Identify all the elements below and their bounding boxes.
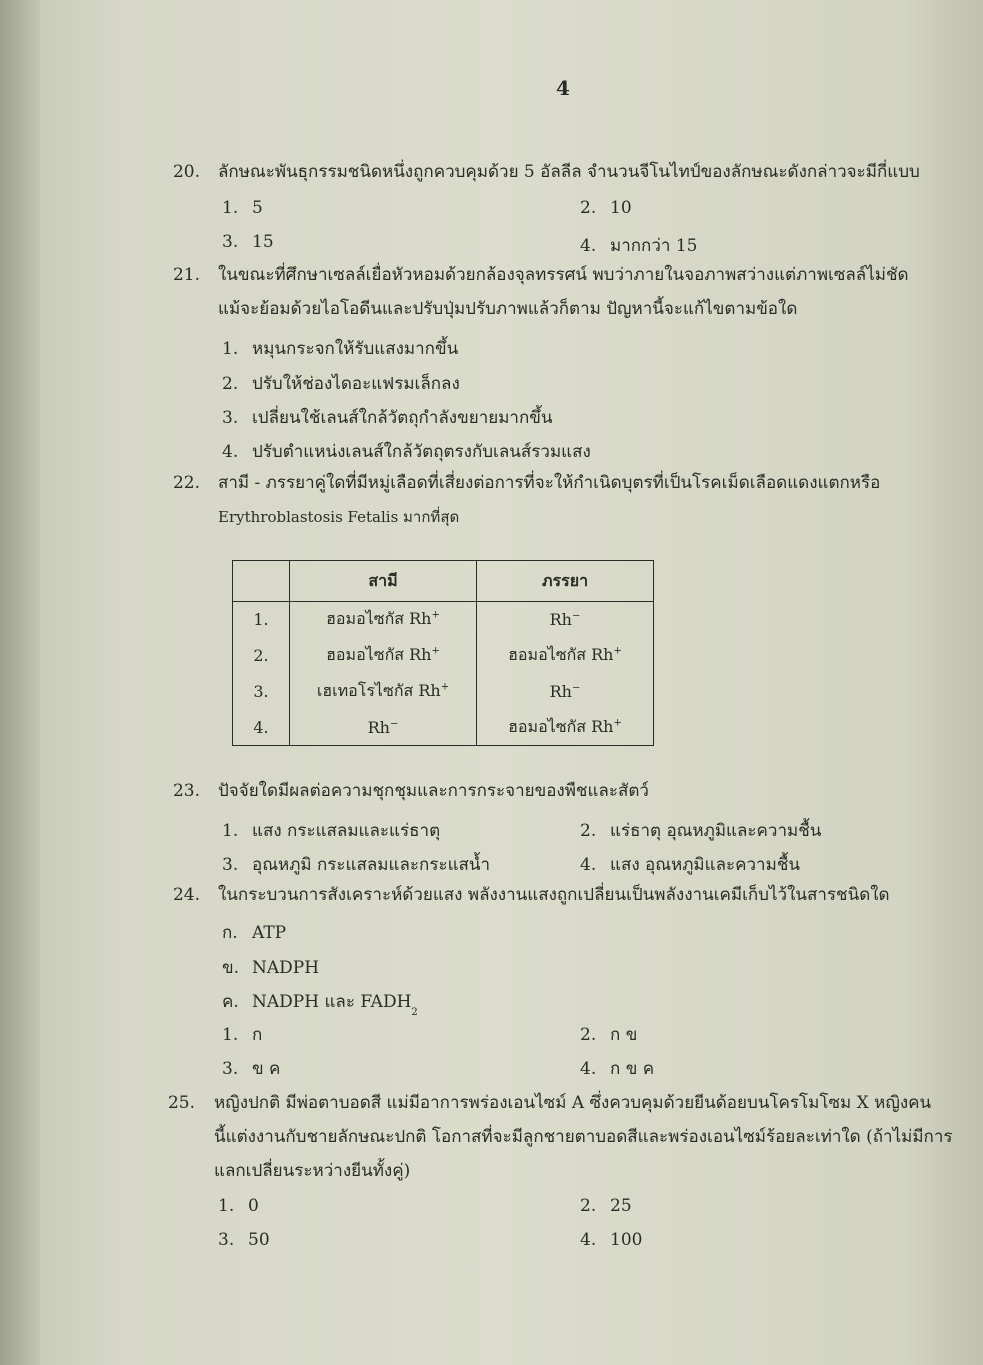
- option: 1. ก: [222, 1025, 263, 1045]
- table-cell-wife: Rh−: [477, 673, 654, 709]
- option: 3. เปลี่ยนใช้เลนส์ใกล้วัตถุกำลังขยายมากขึ้น: [222, 408, 553, 428]
- option: 4. แสง อุณหภูมิและความชื้น: [580, 855, 800, 875]
- question-text-line: สามี - ภรรยาคู่ใดที่มีหมู่เลือดที่เสี่ยงต่อการที่จะให้กำเนิดบุตรที่เป็นโรคเม็ดเลือดแดงแตกหรือ: [218, 473, 881, 493]
- option: 2. 25: [580, 1196, 632, 1216]
- option: 4. ปรับตำแหน่งเลนส์ใกล้วัตถุตรงกับเลนส์รวมแสง: [222, 442, 591, 462]
- option: 1. แสง กระแสลมและแร่ธาตุ: [222, 821, 441, 841]
- table-header-row: [233, 561, 654, 602]
- table-cell-wife: Rh−: [477, 602, 654, 638]
- table-header-cell: [233, 561, 290, 602]
- table-cell-husband: ฮอมอไซกัส Rh+: [290, 602, 477, 638]
- blood-group-table: [232, 560, 654, 746]
- option: 1. หมุนกระจกให้รับแสงมากขึ้น: [222, 339, 459, 359]
- option: 1. 5: [222, 198, 263, 218]
- option: 3. 50: [218, 1230, 270, 1250]
- question-text-line: แม้จะย้อมด้วยไอโอดีนและปรับปุ่มปรับภาพแล้วก็ตาม ปัญหานี้จะแก้ไขตามข้อใด: [218, 299, 798, 319]
- table-header-wife: ภรรยา: [477, 561, 654, 602]
- option: 4. มากกว่า 15: [580, 236, 698, 256]
- option: 2. ปรับให้ช่องไดอะแฟรมเล็กลง: [222, 374, 460, 394]
- table-cell-number: 1.: [233, 602, 290, 638]
- question-text-line: แลกเปลี่ยนระหว่างยีนทั้งคู่): [214, 1161, 411, 1181]
- page-number: 4: [556, 76, 570, 100]
- sub-item: ข. NADPH: [222, 958, 320, 978]
- table-cell-husband: เฮเทอโรไซกัส Rh+: [290, 673, 477, 709]
- table-cell-husband: Rh−: [290, 709, 477, 745]
- table-cell-husband: ฮอมอไซกัส Rh+: [290, 638, 477, 674]
- table-cell-wife: ฮอมอไซกัส Rh+: [477, 709, 654, 745]
- sub-item: ก. ATP: [222, 923, 287, 943]
- question-text-line: หญิงปกติ มีพ่อตาบอดสี แม่มีอาการพร่องเอนไซม์ A ซึ่งควบคุมด้วยยีนด้อยบนโครโมโซม X หญิงคน: [214, 1093, 932, 1113]
- question-text-line: นี้แต่งงานกับชายลักษณะปกติ โอกาสที่จะมีลูกชายตาบอดสีและพร่องเอนไซม์ร้อยละเท่าใด (ถ้าไม่มีการ: [214, 1127, 953, 1147]
- question-text-line: ลักษณะพันธุกรรมชนิดหนึ่งถูกควบคุมด้วย 5 อัลลีล จำนวนจีโนไทป์ของลักษณะดังกล่าวจะมีกี่แบบ: [218, 162, 920, 182]
- option: 3. 15: [222, 232, 274, 252]
- question-number: 22.: [172, 473, 200, 493]
- option: 4. ก ข ค: [580, 1059, 655, 1079]
- question-number: 20.: [172, 162, 200, 182]
- table-header-husband: สามี: [290, 561, 477, 602]
- option: 1. 0: [218, 1196, 259, 1216]
- table-cell-number: 3.: [233, 673, 290, 709]
- question-text-line: ในกระบวนการสังเคราะห์ด้วยแสง พลังงานแสงถูกเปลี่ยนเป็นพลังงานเคมีเก็บไว้ในสารชนิดใด: [218, 885, 890, 905]
- table-row: [233, 602, 654, 638]
- option: 4. 100: [580, 1230, 643, 1250]
- question-text-line: Erythroblastosis Fetalis มากที่สุด: [218, 508, 460, 526]
- table-row: [233, 673, 654, 709]
- option: 3. ข ค: [222, 1059, 281, 1079]
- question-number: 25.: [167, 1093, 195, 1113]
- table-row: [233, 638, 654, 674]
- option: 3. อุณหภูมิ กระแสลมและกระแสน้ำ: [222, 855, 491, 875]
- sub-item: ค. NADPH และ $FADH_2$: [222, 992, 418, 1018]
- option: 2. ก ข: [580, 1025, 638, 1045]
- question-text-line: ในขณะที่ศึกษาเซลล์เยื่อหัวหอมด้วยกล้องจุลทรรศน์ พบว่าภายในจอภาพสว่างแต่ภาพเซลล์ไม่ชัด: [218, 265, 909, 285]
- question-number: 24.: [172, 885, 200, 905]
- table-cell-number: 4.: [233, 709, 290, 745]
- table-row: [233, 709, 654, 745]
- question-number: 21.: [172, 265, 200, 285]
- page-spine-shadow: [0, 0, 40, 1365]
- question-number: 23.: [172, 781, 200, 801]
- option: 2. แร่ธาตุ อุณหภูมิและความชื้น: [580, 821, 822, 841]
- question-text-line: ปัจจัยใดมีผลต่อความชุกชุมและการกระจายของพืชและสัตว์: [218, 781, 649, 801]
- table-cell-number: 2.: [233, 638, 290, 674]
- table-cell-wife: ฮอมอไซกัส Rh+: [477, 638, 654, 674]
- option: 2. 10: [580, 198, 632, 218]
